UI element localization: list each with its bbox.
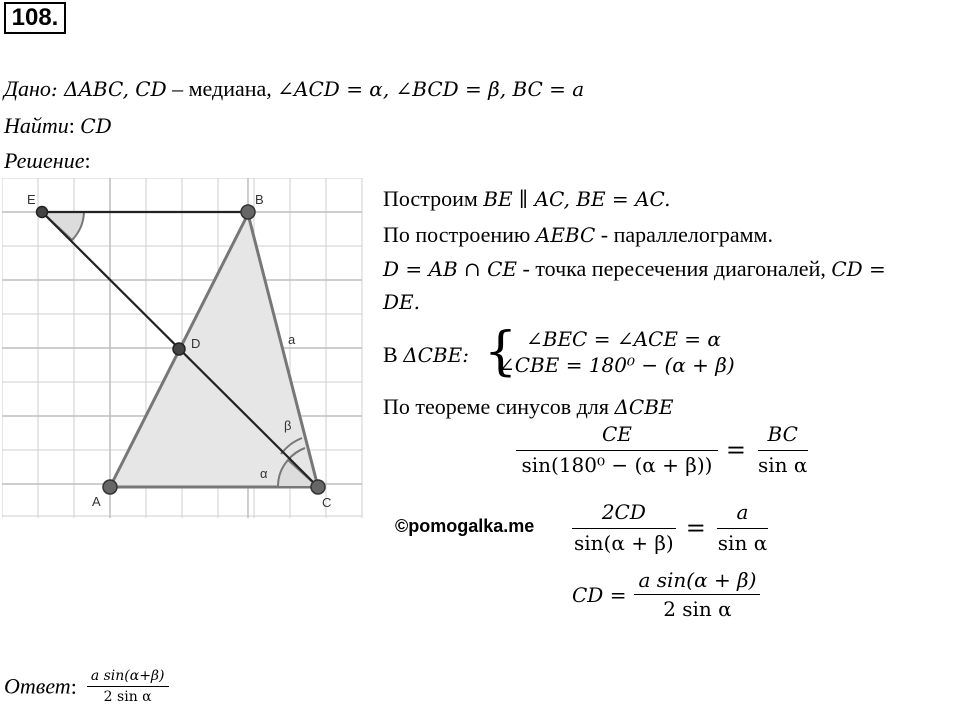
formula-3-frac [634,568,760,621]
point-a [103,480,117,494]
given-math-triangle: : ΔABC, CD [50,77,167,101]
step-2-text: По построению [383,222,536,247]
angle-e-arc [42,212,84,240]
label-e: E [27,192,36,207]
find-colon: : [68,113,81,138]
answer-line [4,668,169,705]
formula-1-right [754,422,811,477]
solution-colon: : [84,148,91,173]
formula-2-rnum: a [717,500,769,529]
step-3-text: - точка пересечения диагоналей, [517,256,832,281]
triangle-abc [110,214,318,487]
formula-2-num: 2CD [572,500,676,529]
system-line-2: ∠CBE = 180⁰ − (α + β) [498,353,735,377]
step-4-math: ΔCBE: [403,343,469,367]
answer-num: a sin(α+β) [87,668,169,687]
system-lines [498,326,735,378]
formula-3-num: a sin(α + β) [634,568,760,595]
step-1 [383,186,670,212]
given-line [4,76,584,102]
label-c: C [322,495,332,510]
formula-2-right [714,500,771,555]
formula-2 [570,500,771,555]
find-math: CD [80,114,112,138]
step-2-math: AEBC [535,223,596,247]
geometry-figure [2,178,364,518]
formula-2-eq: = [685,513,706,542]
solution-heading [4,148,91,174]
formula-2-den: sin(α + β) [574,531,674,555]
find-label: Найти [4,113,69,138]
step-3 [383,256,886,282]
point-e [37,207,48,218]
formula-1-num: CE [516,422,718,451]
answer-label: Ответ [4,673,71,699]
formula-1-den: sin(180⁰ − (α + β)) [521,453,713,477]
solution-label: Решение [4,148,85,173]
label-d: D [191,336,201,351]
formula-3-den: 2 sin α [663,597,732,621]
step-2-text-b: - параллелограмм. [595,222,773,247]
label-side-a: a [288,332,296,347]
step-5 [383,394,674,420]
find-line [4,113,112,139]
answer-frac [87,668,169,705]
label-b: B [255,192,264,207]
point-d [173,343,185,355]
watermark: ©pomogalka.me [395,516,535,536]
given-median-text: – медиана, [166,76,278,101]
step-3-math-b: CD = [831,257,886,281]
step-4-text: В [383,342,404,367]
formula-3 [572,568,760,621]
formula-1 [516,422,811,477]
step-5-text: По теореме синусов для [383,394,615,419]
point-b [241,205,255,219]
given-label: Дано [4,76,51,101]
system-brace: { [484,322,518,382]
point-c [311,480,325,494]
label-beta: β [284,418,292,433]
step-3-math: D = AB ∩ CE [383,257,518,281]
step-3-math-c: DE. [383,290,420,314]
step-1-math: BE ∥ AC, BE = AC. [483,187,671,211]
step-3-cont [383,289,420,315]
step-5-math: ΔCBE [614,395,674,419]
step-4-lead [383,342,469,368]
formula-1-eq: = [725,435,747,464]
step-1-text: Построим [383,186,484,211]
given-math-angles: ∠ACD = α, ∠BCD = β, BC = a [277,77,585,101]
label-alpha: α [260,466,268,481]
formula-1-left [516,422,718,477]
step-2 [383,222,773,248]
formula-2-rden: sin α [717,531,768,555]
formula-1-rnum: BC [758,422,808,451]
label-a: A [92,494,101,509]
formula-1-rden: sin α [758,453,808,477]
formula-2-left [570,500,678,555]
formula-3-lhs: CD = [572,582,627,607]
problem-number: 108. [4,2,66,34]
system-line-1: ∠BEC = ∠ACE = α [526,327,721,351]
answer-colon: : [70,673,77,699]
answer-den: 2 sin α [103,689,152,705]
